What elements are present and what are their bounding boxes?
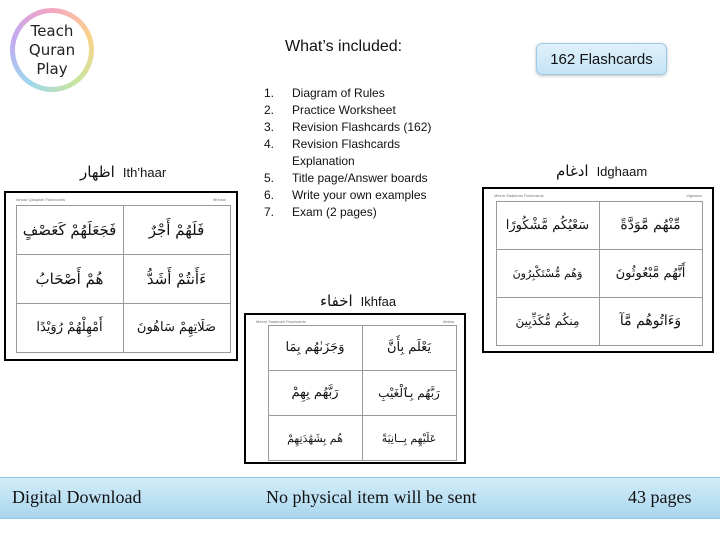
flashcard-cell: مِّنْهُم مَّوَدَّةً: [599, 201, 703, 250]
flashcard-cell: هُمْ أَصْحَابُ: [16, 254, 124, 304]
included-item: 5. Title page/Answer boards: [264, 171, 428, 185]
included-item: 1. Diagram of Rules: [264, 86, 385, 100]
flashcard-cell: رَبَّهُم بِهِمْ: [268, 370, 363, 416]
included-item: 3. Revision Flashcards (162): [264, 120, 432, 134]
izhar-label: [80, 163, 166, 181]
logo-line-2: Quran: [28, 40, 76, 59]
flashcard-cell: رَبَّهُم بِٱلْغَيْبِ: [362, 370, 457, 416]
flashcard-cell: صَلَاتِهِمْ سَاهُونَ: [123, 303, 231, 353]
footer-bar: [0, 477, 720, 519]
izhar-label-english: Ith’haar: [122, 165, 167, 180]
izhar-label-arabic: اظهار: [80, 163, 115, 181]
included-item: 4. Revision Flashcards Explanation: [264, 137, 401, 168]
flashcard-cell: أَنَّهُم مَّبْعُوثُونَ: [599, 249, 703, 298]
flashcard-cell: هُم بِشَهَٰدَتِهِمْ: [268, 415, 363, 461]
ikhfa-label-english: Ikhfaa: [360, 294, 397, 309]
included-list: [264, 85, 462, 221]
logo: [10, 8, 94, 92]
izhar-grid: [16, 205, 230, 352]
logo-text: [15, 13, 89, 87]
idgham-label-english: Idghaam: [596, 164, 648, 179]
flashcards-count-badge: 162 Flashcards: [536, 43, 667, 75]
izhar-card: [4, 191, 238, 361]
flashcard-cell: وَجَزَىٰهُم بِمَا: [268, 325, 363, 371]
ikhfa-grid: [268, 325, 456, 461]
card-header: Meem Saakinah Flashcards Idghaam: [494, 193, 702, 198]
flashcard-cell: وَهُم مُّسْتَكْبِرُونَ: [496, 249, 600, 298]
flashcard-cell: فَلَهُمْ أَجْرٌ: [123, 205, 231, 255]
included-item: 7. Exam (2 pages): [264, 205, 377, 219]
flashcard-cell: يَعْلَم بِأَنَّ: [362, 325, 457, 371]
flashcard-cell: أَمْهِلْهُمْ رُوَيْدًا: [16, 303, 124, 353]
flashcard-cell: مِنكُم مُّكَذِّبِينَ: [496, 297, 600, 346]
idgham-card: [482, 187, 714, 353]
idgham-label-arabic: ادغام: [556, 162, 589, 180]
footer-digital-download: Digital Download: [12, 487, 142, 507]
logo-line-3: Play: [36, 59, 68, 78]
idgham-grid: [496, 201, 702, 345]
flashcard-cell: وَءَاتُوهُم مَّآ: [599, 297, 703, 346]
included-item: 6. Write your own examples: [264, 188, 427, 202]
flashcard-cell: فَجَعَلَهُمْ كَعَصْفٍ: [16, 205, 124, 255]
footer-no-physical: No physical item will be sent: [266, 487, 477, 507]
ikhfa-label: [320, 292, 396, 310]
included-item: 2. Practice Worksheet: [264, 103, 396, 117]
footer-page-count: 43 pages: [628, 487, 692, 507]
ikhfa-card: [244, 313, 466, 464]
idgham-label: [556, 162, 647, 180]
logo-line-1: Teach: [30, 21, 74, 40]
flashcard-cell: ءَأَنتُمْ أَشَدُّ: [123, 254, 231, 304]
card-header: Idhaar Qalqalah Flashcards Ith’haar: [16, 197, 226, 202]
flashcard-cell: سَعْيُكُم مَّشْكُورًا: [496, 201, 600, 250]
ikhfa-label-arabic: اخفاء: [320, 292, 353, 310]
card-header: Meem Saakinah Flashcards Ikhfaa: [256, 319, 454, 324]
included-title: What’s included:: [285, 38, 403, 55]
flashcard-cell: عَلَيْهِم بِــانِيَةً: [362, 415, 457, 461]
